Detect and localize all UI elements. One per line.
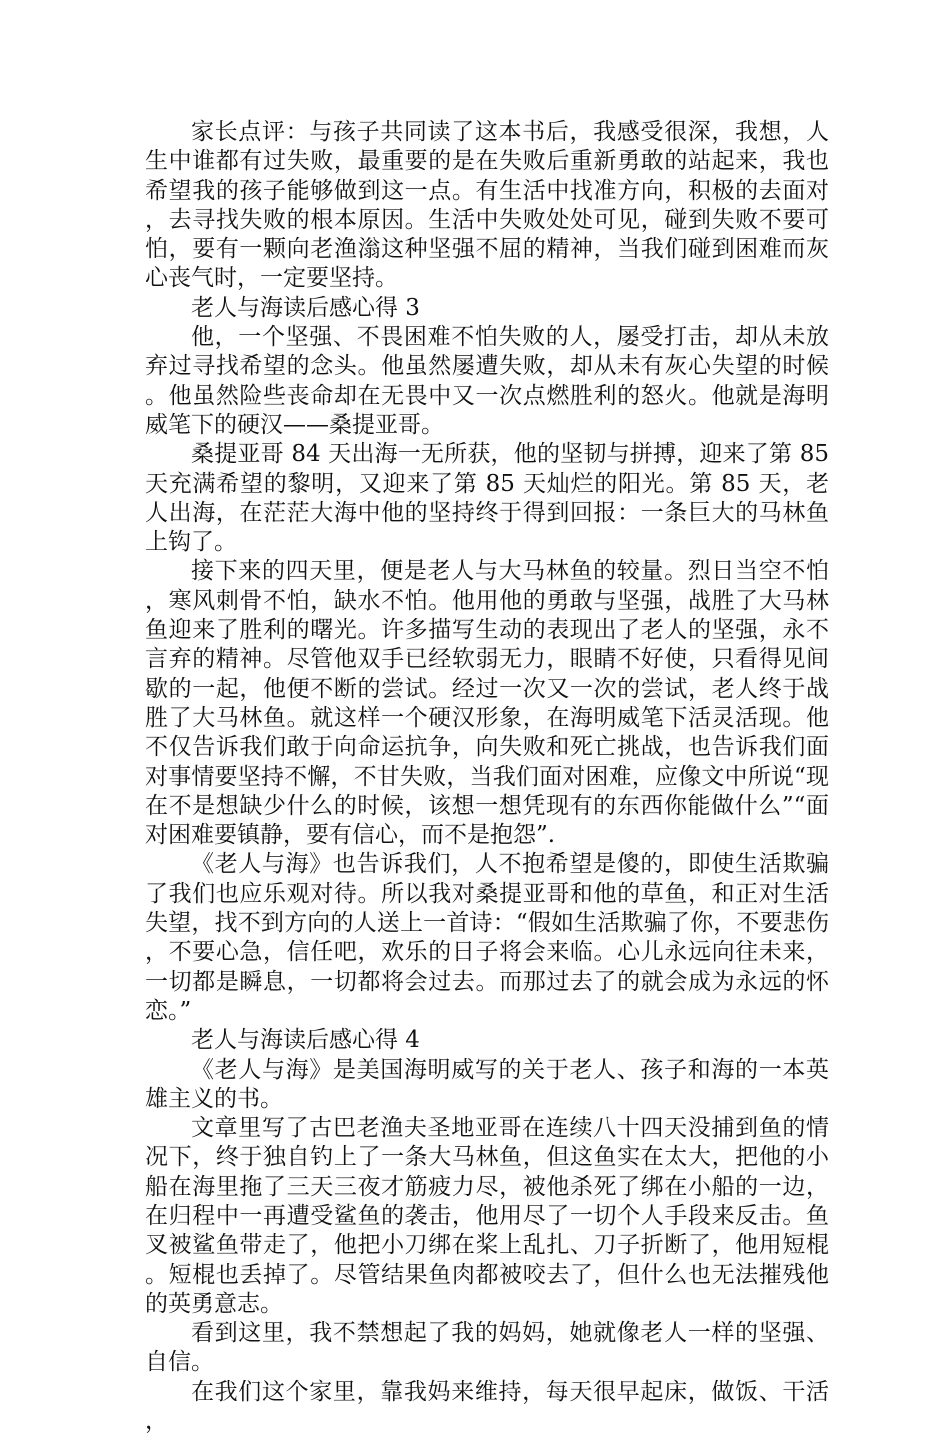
paragraph: 接下来的四天里，便是老人与大马林鱼的较量。烈日当空不怕，寒风刺骨不怕，缺水不怕。他用他的勇敢与坚强，战胜了大马林鱼迎来了胜利的曙光。许多描写生动的表现出了老人的坚强，永不言弃的精神。尽管他双手已经软弱无力，眼睛不好使，只看得见间歇的一起，他便不断的尝试。经过一次又一次的尝试，老人终于战胜了大马林鱼。就这样一个硬汉形象，在海明威笔下活灵活现。他不仅告诉我们敢于向命运抗争，向失败和死亡挑战，也告诉我们面对事情要坚持不懈，不甘失败，当我们面对困难，应像文中所说“现在不是想缺少什么的时候，该想一想凭现有的东西你能做什么”“面对困难要镇静，要有信心，而不是抱怨”. (145, 558, 829, 849)
paragraph: 在我们这个家里，靠我妈来维持，每天很早起床，做饭、干活， (145, 1378, 829, 1435)
section-heading-4: 老人与海读后感心得 4 (191, 1027, 420, 1054)
paragraph: 文章里写了古巴老渔夫圣地亚哥在连续八十四天没捕到鱼的情况下，终于独自钓上了一条大马林鱼，但这鱼实在太大，把他的小船在海里拖了三天三夜才筋疲力尽，被他杀死了绑在小船的一边，在归程中一再遭受鲨鱼的袭击，他用尽了一切个人手段来反击。鱼叉被鲨鱼带走了，他把小刀绑在桨上乱扎、刀子折断了，他用短棍。短棍也丢掉了。尽管结果鱼肉都被咬去了，但什么也无法摧残他的英勇意志。 (145, 1115, 829, 1317)
paragraph: 《老人与海》也告诉我们，人不抱希望是傻的，即使生活欺骗了我们也应乐观对待。所以我对桑提亚哥和他的草鱼，和正对生活失望，找不到方向的人送上一首诗：“假如生活欺骗了你，不要悲伤，不要心急，信任吧，欢乐的日子将会来临。心儿永远向往未来，一切都是瞬息，一切都将会过去。而那过去了的就会成为永远的怀恋。” (145, 851, 829, 1024)
section-heading-3: 老人与海读后感心得 3 (191, 294, 420, 321)
parent-comment-paragraph: 家长点评：与孩子共同读了这本书后，我感受很深，我想，人生中谁都有过失败，最重要的是在失败后重新勇敢的站起来，我也希望我的孩子能够做到这一点。有生活中找准方向，积极的去面对，去寻找失败的根本原因。生活中失败处处可见，碰到失败不要可怕，要有一颗向老渔滃这种坚强不屈的精神，当我们碰到困难而灰心丧气时，一定要坚持。 (145, 119, 829, 292)
paragraph: 看到这里，我不禁想起了我的妈妈，她就像老人一样的坚强、自信。 (145, 1320, 829, 1376)
document-page (145, 118, 829, 1436)
paragraph: 《老人与海》是美国海明威写的关于老人、孩子和海的一本英雄主义的书。 (145, 1056, 829, 1112)
paragraph: 桑提亚哥 84 天出海一无所获，他的坚韧与拼搏，迎来了第 85 天充满希望的黎明，又迎来了第 85 天灿烂的阳光。第 85 天，老人出海，在茫茫大海中他的坚持终于得到回报：一条巨大的马林鱼上钩了。 (145, 441, 829, 556)
paragraph: 他，一个坚强、不畏困难不怕失败的人，屡受打击，却从未放弃过寻找希望的念头。他虽然屡遭失败，却从未有灰心失望的时候。他虽然险些丧命却在无畏中又一次点燃胜利的怒火。他就是海明威笔下的硬汉——桑提亚哥。 (145, 324, 829, 438)
